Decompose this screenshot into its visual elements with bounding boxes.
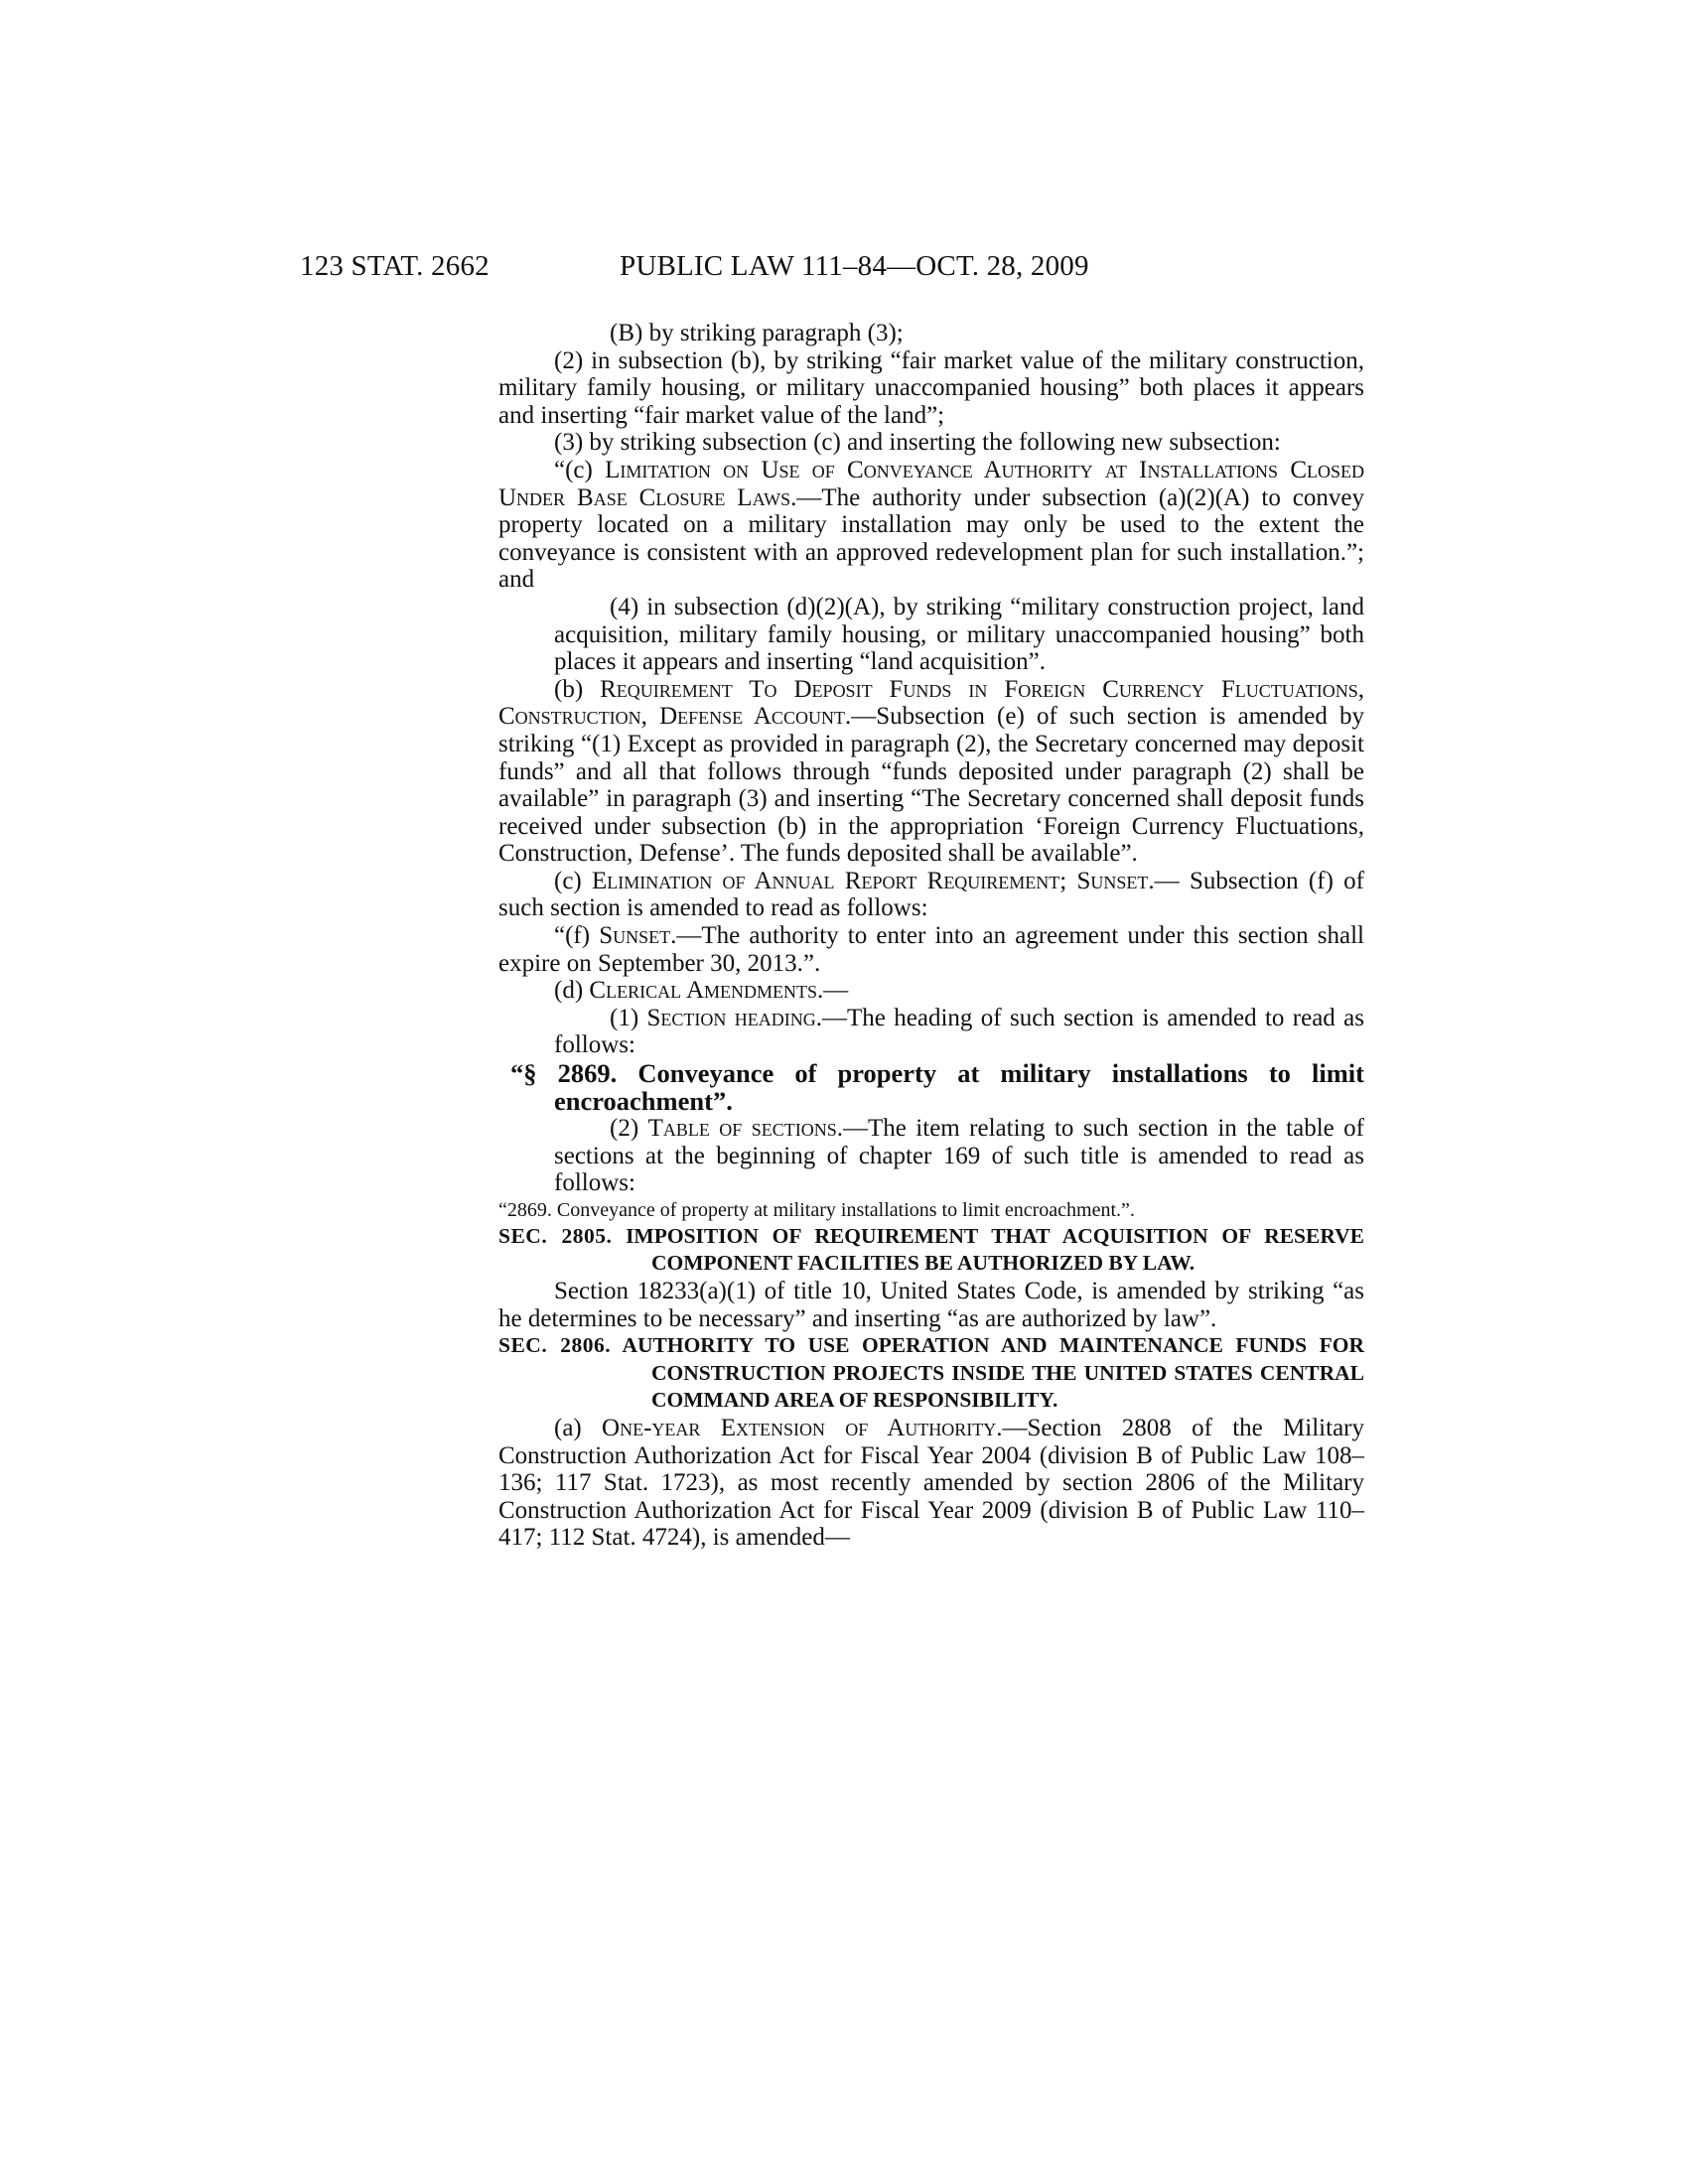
subsection-d-prefix: (d) <box>554 977 590 1005</box>
subsection-c-heading: Limitation on Use of Conveyance Authority at Installations Closed Under Base Closure Laws <box>498 456 1364 511</box>
page-header <box>300 248 1367 288</box>
paragraph-2: (2) in subsection (b), by striking “fair market value of the military construction, military family housing, or military unaccompanied housing” both places it appears and inserting “fair market value of the land”; <box>498 346 1364 429</box>
section-2805-title <box>498 1223 1364 1278</box>
subsection-c-prefix: “(c) <box>554 456 606 483</box>
subsection-a-body: .—Section 2808 of the Military Construction Authorization Act for Fiscal Year 2004 (division B of Public Law 108–136; 117 Stat. 1723), as most recently amended by section 2806 of the Military Construction Authorization Act for Fiscal Year 2009 (division B of Public Law 110–417; 112 Stat. 4724), is amended— <box>498 1414 1364 1552</box>
subsection-f-heading: Sunset <box>599 922 671 950</box>
subsection-d <box>498 977 1364 1005</box>
d2-heading: Table of sections <box>647 1115 837 1143</box>
subsection-c-body: .—The authority under subsection (a)(2)(A) to convey property located on a military installation may only be used to the extent the conveyance is consistent with an approved redevelopment plan for such installation.”; and <box>498 483 1364 594</box>
new-subsection-f <box>498 922 1364 977</box>
subsection-b <box>498 676 1364 868</box>
subsection-a-heading: One-year Extension of Authority <box>602 1414 997 1441</box>
subsection-f-body: .—The authority to enter into an agreement under this section shall expire on September 30, 2013.”. <box>498 922 1364 977</box>
paragraph-4: (4) in subsection (d)(2)(A), by striking “military construction project, land acquisition, military family housing, or military unaccompanied housing” both places it appears and inserting “land acquisition”. <box>554 593 1364 676</box>
section-2805-number: SEC. 2805. <box>498 1223 613 1248</box>
document-body <box>498 320 1364 1552</box>
subsection-cc-prefix: (c) <box>554 867 593 894</box>
section-2805-body: Section 18233(a)(1) of title 10, United States Code, is amended by striking “as he determines to be necessary” and inserting “as are authorized by law”. <box>498 1278 1364 1332</box>
section-2806-subsection-a <box>498 1415 1364 1552</box>
subsection-cc-heading: Elimination of Annual Report Requirement; Sunset <box>592 867 1149 894</box>
paragraph-3: (3) by striking subsection (c) and inserting the following new subsection: <box>554 429 1281 457</box>
new-subsection-c <box>498 457 1364 594</box>
table-of-sections-item: “2869. Conveyance of property at military installations to limit encroachment.”. <box>498 1198 1135 1221</box>
subsection-b-heading: Requirement To Deposit Funds in Foreign Currency Fluctuations, Construction, Defense Account <box>498 675 1364 731</box>
d1-heading: Section heading <box>646 1004 816 1031</box>
d2-body: .—The item relating to such section in the table of sections at the beginning of chapter 169 of such title is amended to read as follows: <box>554 1115 1365 1197</box>
paragraph-d1 <box>498 1005 1364 1059</box>
subsection-d-body: .— <box>817 977 849 1005</box>
clause-b-strike: (B) by striking paragraph (3); <box>610 320 904 346</box>
subsection-c <box>498 868 1364 922</box>
d1-body: .—The heading of such section is amended to read as follows: <box>554 1004 1364 1059</box>
subsection-cc-body: .— Subsection (f) of such section is amended to read as follows: <box>498 867 1365 922</box>
subsection-d-heading: Clerical Amendments <box>589 977 817 1005</box>
section-2806-title <box>498 1332 1364 1415</box>
subsection-b-prefix: (b) <box>554 675 601 703</box>
subsection-b-body: .—Subsection (e) of such section is amended by striking “(1) Except as provided in paragraph (2), the Secretary concerned may deposit funds” and all that follows through “funds deposited under paragraph (2) shall be available” in paragraph (3) and inserting “The Secretary concerned shall deposit funds received under subsection (b) in the appropriation ‘Foreign Currency Fluctuations, Construction, Defense’. The funds deposited shall be available”. <box>498 703 1364 868</box>
section-2869-heading: “§ 2869. Conveyance of property at military installations to limit encroachment”. <box>510 1058 1364 1117</box>
section-2806-number: SEC. 2806. <box>498 1333 612 1358</box>
d2-prefix: (2) <box>610 1115 648 1143</box>
section-2806-title-text: AUTHORITY TO USE OPERATION AND MAINTENANCE FUNDS FOR CONSTRUCTION PROJECTS INSIDE THE UNITED STATES CENTRAL COMMAND AREA OF RESPONSIBILITY. <box>622 1333 1364 1413</box>
section-2805-title-text: IMPOSITION OF REQUIREMENT THAT ACQUISITION OF RESERVE COMPONENT FACILITIES BE AUTHORIZED BY LAW. <box>626 1223 1364 1276</box>
d1-prefix: (1) <box>610 1004 647 1031</box>
subsection-f-prefix: “(f) <box>554 922 600 950</box>
public-law-reference: PUBLIC LAW 111–84—OCT. 28, 2009 <box>620 250 1089 282</box>
paragraph-d2 <box>498 1115 1364 1197</box>
subsection-a-prefix: (a) <box>554 1414 603 1441</box>
statute-reference: 123 STAT. 2662 <box>300 250 490 282</box>
